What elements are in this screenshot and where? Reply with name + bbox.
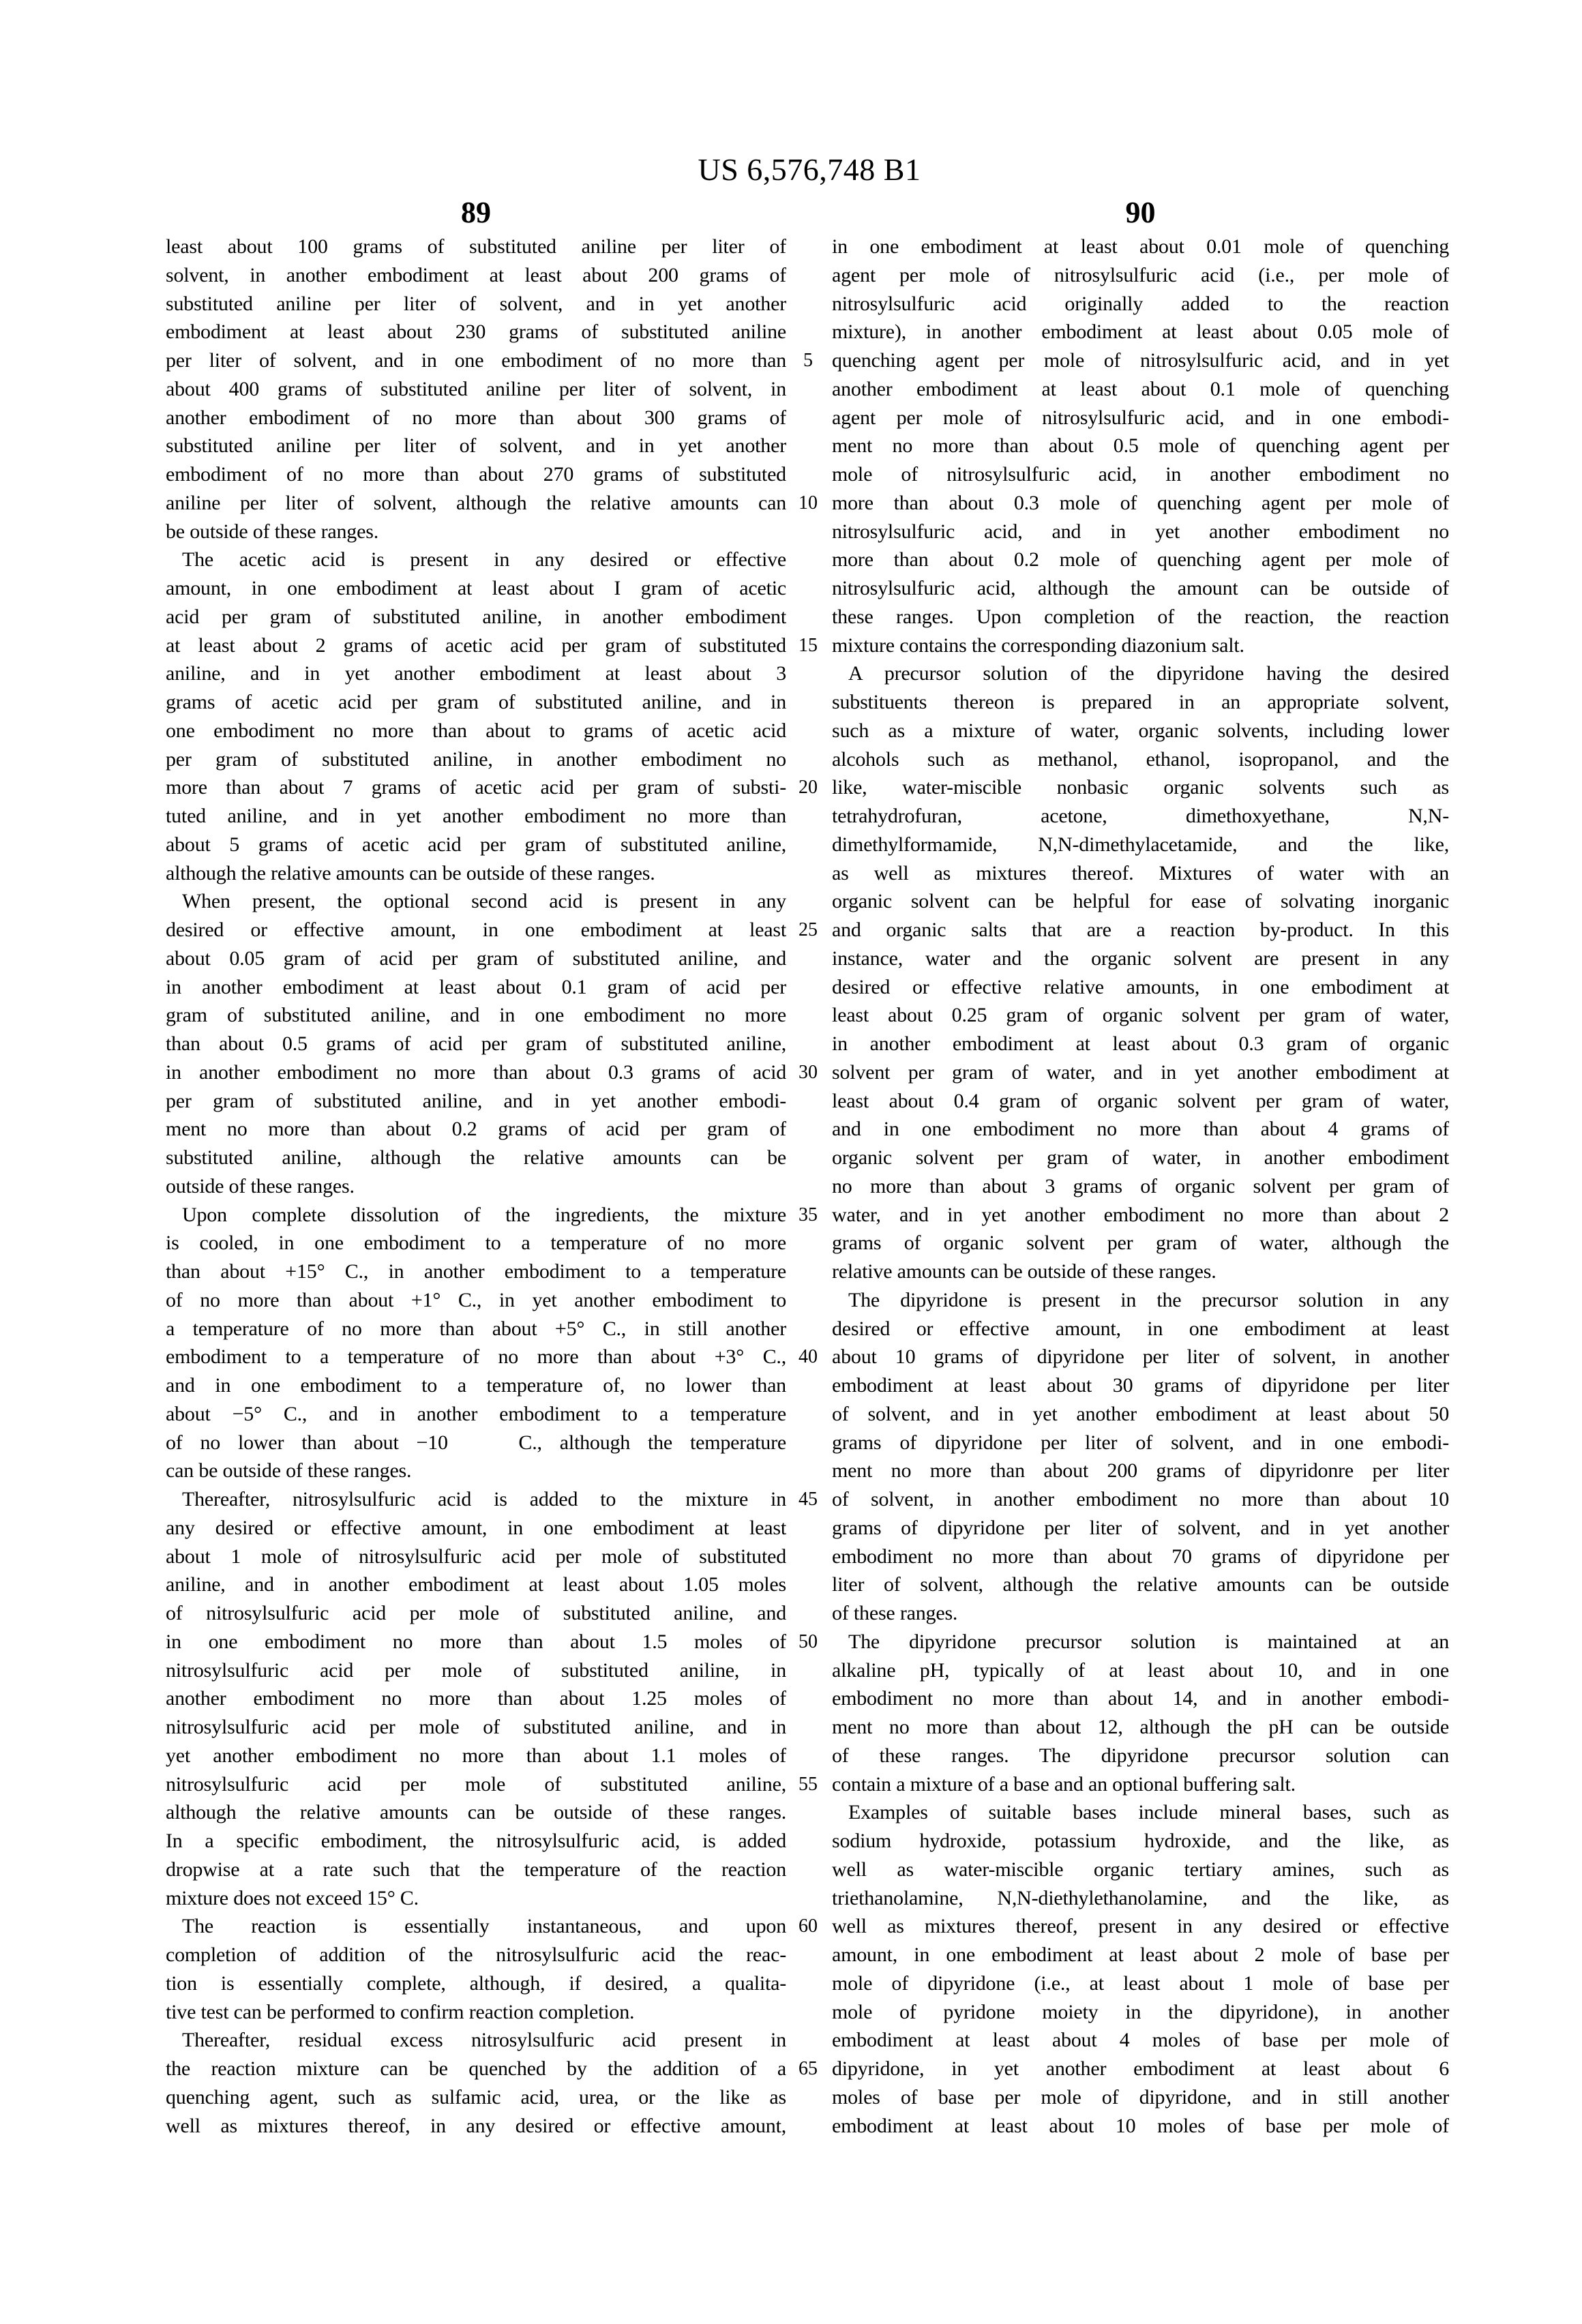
text-line: ment no more than about 0.2 grams of acid per gram of: [166, 1118, 786, 1141]
text-line: any desired or effective amount, in one embodiment at least: [166, 1516, 786, 1539]
text-line: alcohols such as methanol, ethanol, isopropanol, and the: [832, 747, 1449, 771]
text-line: grams of acetic acid per gram of substituted aniline, and in: [166, 691, 786, 713]
text-line: can be outside of these ranges.: [166, 1459, 412, 1483]
text-line: nitrosylsulfuric acid per mole of substituted aniline, in: [166, 1658, 786, 1682]
text-line: water, and in yet another embodiment no more than about 2: [832, 1203, 1449, 1226]
text-line: about 0.05 gram of acid per gram of substituted aniline, and: [166, 947, 786, 970]
text-line: and organic salts that are a reaction by-product. In this: [832, 919, 1449, 941]
text-line: Thereafter, nitrosylsulfuric acid is added to the mixture in: [182, 1488, 786, 1510]
text-line: amount, in one embodiment at least about 2 mole of base per: [832, 1943, 1449, 1966]
text-line: of nitrosylsulfuric acid per mole of substituted aniline, and: [166, 1602, 786, 1624]
text-line: nitrosylsulfuric acid per mole of substituted aniline, and in: [166, 1716, 786, 1738]
text-line: least about 0.25 gram of organic solvent per gram of water,: [832, 1004, 1449, 1027]
gutter-line-numbers: [788, 233, 828, 2142]
text-line: and in one embodiment to a temperature of, no lower than: [166, 1374, 786, 1397]
text-line: well as water-miscible organic tertiary amines, such as: [832, 1858, 1449, 1881]
text-line: about 1 mole of nitrosylsulfuric acid per mole of substituted: [166, 1545, 786, 1568]
text-line: no more than about 3 grams of organic solvent per gram of: [832, 1174, 1449, 1197]
text-line: in another embodiment at least about 0.1 gram of acid per: [166, 975, 786, 998]
text-line: as well as mixtures thereof. Mixtures of water with an: [832, 861, 1449, 884]
text-line: about 400 grams of substituted aniline per liter of solvent, in: [166, 377, 786, 400]
gutter-line-number: 55: [799, 1773, 818, 1795]
text-line: tion is essentially complete, although, if desired, a qualita-: [166, 1971, 786, 1995]
text-line: of no more than about +1° C., in yet another embodiment to: [166, 1288, 786, 1311]
text-line: of no lower than about −10 C., although the temperature: [166, 1431, 786, 1454]
text-line: tive test can be performed to confirm reaction completion.: [166, 2000, 635, 2023]
text-line: well as mixtures thereof, in any desired or effective amount,: [166, 2114, 786, 2137]
text-line: A precursor solution of the dipyridone having the desired: [848, 662, 1449, 685]
text-line: moles of base per mole of dipyridone, and in still another: [832, 2085, 1449, 2109]
text-line: quenching agent per mole of nitrosylsulfuric acid, and in yet: [832, 349, 1449, 372]
text-line: nitrosylsulfuric acid, although the amount can be outside of: [832, 577, 1449, 599]
right-column-page-number: 90: [1125, 196, 1156, 229]
text-line: one embodiment no more than about to grams of acetic acid: [166, 719, 786, 742]
text-line: per gram of substituted aniline, in another embodiment no: [166, 747, 786, 771]
gutter-line-number: 10: [799, 492, 818, 513]
text-line: these ranges. Upon completion of the reaction, the reaction: [832, 605, 1449, 628]
text-line: more than about 7 grams of acetic acid per gram of substi-: [166, 776, 786, 799]
text-line: another embodiment at least about 0.1 mole of quenching: [832, 377, 1449, 400]
text-line: ment no more than about 200 grams of dipyridonre per liter: [832, 1459, 1449, 1483]
gutter-line-number: 20: [799, 777, 818, 799]
text-line: least about 0.4 gram of organic solvent per gram of water,: [832, 1089, 1449, 1112]
text-line: nitrosylsulfuric acid per mole of substituted aniline,: [166, 1772, 786, 1796]
text-line: like, water-miscible nonbasic organic solvents such as: [832, 776, 1449, 799]
text-line: mole of nitrosylsulfuric acid, in another embodiment no: [832, 463, 1449, 486]
text-line: embodiment at least about 4 moles of base per mole of: [832, 2029, 1449, 2052]
gutter-line-number: 30: [799, 1061, 818, 1083]
text-line: a temperature of no more than about +5° C., in still another: [166, 1317, 786, 1340]
text-line: desired or effective relative amounts, in one embodiment at: [832, 975, 1449, 998]
text-line: substituents thereon is prepared in an appropriate solvent,: [832, 691, 1449, 713]
text-line: of solvent, and in yet another embodiment at least about 50: [832, 1402, 1449, 1425]
gutter-line-number: 25: [799, 919, 818, 940]
text-line: In a specific embodiment, the nitrosylsulfuric acid, is added: [166, 1830, 786, 1852]
text-line: in one embodiment no more than about 1.5 moles of: [166, 1630, 786, 1653]
text-line: When present, the optional second acid is present in any: [182, 890, 786, 913]
text-line: about 10 grams of dipyridone per liter of solvent, in another: [832, 1345, 1449, 1369]
text-line: aniline, and in another embodiment at least about 1.05 moles: [166, 1573, 786, 1596]
text-line: although the relative amounts can be outside of these ranges.: [166, 861, 655, 884]
text-line: ment no more than about 0.5 mole of quenching agent per: [832, 434, 1449, 458]
left-column-page-number: 89: [461, 196, 491, 229]
text-line: solvent per gram of water, and in yet another embodiment at: [832, 1060, 1449, 1084]
text-line: Thereafter, residual excess nitrosylsulfuric acid present in: [182, 2029, 786, 2052]
text-line: and in one embodiment no more than about 4 grams of: [832, 1118, 1449, 1141]
gutter-line-number: 60: [799, 1916, 818, 1937]
left-text-column: [166, 233, 786, 2140]
text-line: dipyridone, in yet another embodiment at least about 6: [832, 2057, 1449, 2080]
text-line: liter of solvent, although the relative amounts can be outside: [832, 1573, 1449, 1596]
gutter-line-number: 5: [803, 350, 813, 371]
text-line: alkaline pH, typically of at least about 10, and in one: [832, 1658, 1449, 1682]
text-line: the reaction mixture can be quenched by the addition of a: [166, 2057, 786, 2080]
text-line: dropwise at a rate such that the temperature of the reaction: [166, 1858, 786, 1881]
text-line: completion of addition of the nitrosylsulfuric acid the reac-: [166, 1943, 786, 1966]
text-line: Examples of suitable bases include mineral bases, such as: [848, 1801, 1449, 1824]
text-line: well as mixtures thereof, present in any desired or effective: [832, 1915, 1449, 1938]
text-line: nitrosylsulfuric acid, and in yet another embodiment no: [832, 520, 1449, 543]
text-line: The dipyridone precursor solution is maintained at an: [848, 1630, 1449, 1653]
text-line: aniline per liter of solvent, although the relative amounts can: [166, 491, 786, 514]
text-line: substituted aniline, although the relative amounts can be: [166, 1146, 786, 1169]
text-line: organic solvent per gram of water, in another embodiment: [832, 1146, 1449, 1169]
text-line: Upon complete dissolution of the ingredients, the mixture: [182, 1203, 786, 1226]
text-line: substituted aniline per liter of solvent, and in yet another: [166, 292, 786, 315]
text-line: organic solvent can be helpful for ease of solvating inorganic: [832, 890, 1449, 913]
gutter-line-number: 65: [799, 2058, 818, 2079]
text-line: in another embodiment at least about 0.3 gram of organic: [832, 1032, 1449, 1055]
text-line: relative amounts can be outside of these ranges.: [832, 1260, 1217, 1283]
text-line: than about 0.5 grams of acid per gram of substituted aniline,: [166, 1032, 786, 1055]
text-line: agent per mole of nitrosylsulfuric acid (i.e., per mole of: [832, 263, 1449, 286]
text-line: embodiment to a temperature of no more than about +3° C.,: [166, 1345, 786, 1369]
text-line: embodiment no more than about 70 grams of dipyridone per: [832, 1545, 1449, 1568]
text-line: agent per mole of nitrosylsulfuric acid, and in one embodi-: [832, 406, 1449, 429]
text-line: embodiment of no more than about 270 grams of substituted: [166, 463, 786, 486]
text-line: mixture contains the corresponding diazonium salt.: [832, 634, 1244, 657]
text-line: aniline, and in yet another embodiment at least about 3: [166, 662, 786, 685]
patent-number-header: US 6,576,748 B1: [698, 152, 921, 187]
text-line: about −5° C., and in another embodiment to a temperature: [166, 1402, 786, 1425]
text-line: ment no more than about 12, although the pH can be outside: [832, 1716, 1449, 1738]
text-line: nitrosylsulfuric acid originally added to the reaction: [832, 292, 1449, 315]
text-line: tetrahydrofuran, acetone, dimethoxyethane, N,N-: [832, 805, 1449, 827]
text-line: sodium hydroxide, potassium hydroxide, and the like, as: [832, 1830, 1449, 1852]
text-line: quenching agent, such as sulfamic acid, urea, or the like as: [166, 2085, 786, 2109]
text-line: desired or effective amount, in one embodiment at least: [166, 919, 786, 941]
text-line: than about +15° C., in another embodiment to a temperature: [166, 1260, 786, 1283]
text-line: embodiment at least about 30 grams of dipyridone per liter: [832, 1374, 1449, 1397]
gutter-line-number: 40: [799, 1346, 818, 1368]
gutter-line-number: 45: [799, 1489, 818, 1510]
text-line: substituted aniline per liter of solvent, and in yet another: [166, 434, 786, 458]
gutter-line-number: 35: [799, 1204, 818, 1225]
text-line: solvent, in another embodiment at least about 200 grams of: [166, 263, 786, 286]
text-line: of these ranges.: [832, 1602, 958, 1624]
text-line: in another embodiment no more than about 0.3 grams of acid: [166, 1060, 786, 1084]
text-line: mixture does not exceed 15° C.: [166, 1886, 419, 1909]
text-line: another embodiment no more than about 1.25 moles of: [166, 1687, 786, 1710]
text-line: although the relative amounts can be outside of these ranges.: [166, 1801, 786, 1824]
text-line: per gram of substituted aniline, and in yet another embodi-: [166, 1089, 786, 1112]
text-line: such as a mixture of water, organic solvents, including lower: [832, 719, 1449, 742]
text-line: about 5 grams of acetic acid per gram of substituted aniline,: [166, 833, 786, 856]
text-line: mole of dipyridone (i.e., at least about 1 mole of base per: [832, 1971, 1449, 1995]
text-line: desired or effective amount, in one embodiment at least: [832, 1317, 1449, 1340]
text-line: least about 100 grams of substituted aniline per liter of: [166, 235, 786, 258]
text-line: embodiment at least about 10 moles of base per mole of: [832, 2114, 1449, 2137]
text-line: tuted aniline, and in yet another embodiment no more than: [166, 805, 786, 827]
text-line: of solvent, in another embodiment no more than about 10: [832, 1488, 1449, 1510]
text-line: of these ranges. The dipyridone precursor solution can: [832, 1744, 1449, 1767]
gutter-line-number: 15: [799, 634, 818, 656]
text-line: instance, water and the organic solvent are present in any: [832, 947, 1449, 970]
text-line: dimethylformamide, N,N-dimethylacetamide, and the like,: [832, 833, 1449, 856]
text-line: The reaction is essentially instantaneous, and upon: [182, 1915, 786, 1938]
text-line: more than about 0.3 mole of quenching agent per mole of: [832, 491, 1449, 514]
text-line: embodiment at least about 230 grams of substituted aniline: [166, 321, 786, 344]
text-line: contain a mixture of a base and an optional buffering salt.: [832, 1772, 1296, 1796]
text-line: yet another embodiment no more than about 1.1 moles of: [166, 1744, 786, 1767]
text-line: gram of substituted aniline, and in one embodiment no more: [166, 1004, 786, 1027]
text-line: grams of organic solvent per gram of water, although the: [832, 1232, 1449, 1255]
text-line: grams of dipyridone per liter of solvent, and in yet another: [832, 1516, 1449, 1539]
text-line: The acetic acid is present in any desired or effective: [182, 548, 786, 571]
text-line: acid per gram of substituted aniline, in another embodiment: [166, 605, 786, 628]
text-line: amount, in one embodiment at least about I gram of acetic: [166, 577, 786, 599]
text-line: be outside of these ranges.: [166, 520, 379, 543]
text-line: is cooled, in one embodiment to a temperature of no more: [166, 1232, 786, 1255]
right-text-column: [832, 233, 1449, 2140]
text-line: at least about 2 grams of acetic acid per gram of substituted: [166, 634, 786, 657]
text-line: another embodiment of no more than about 300 grams of: [166, 406, 786, 429]
text-line: triethanolamine, N,N-diethylethanolamine, and the like, as: [832, 1886, 1449, 1909]
text-line: per liter of solvent, and in one embodiment of no more than: [166, 349, 786, 372]
text-line: mole of pyridone moiety in the dipyridone), in another: [832, 2000, 1449, 2023]
text-line: mixture), in another embodiment at least about 0.05 mole of: [832, 321, 1449, 344]
text-line: more than about 0.2 mole of quenching agent per mole of: [832, 548, 1449, 571]
text-line: embodiment no more than about 14, and in another embodi-: [832, 1687, 1449, 1710]
text-line: grams of dipyridone per liter of solvent, and in one embodi-: [832, 1431, 1449, 1454]
text-line: outside of these ranges.: [166, 1174, 355, 1197]
text-line: The dipyridone is present in the precursor solution in any: [848, 1288, 1449, 1311]
text-line: in one embodiment at least about 0.01 mole of quenching: [832, 235, 1449, 258]
gutter-line-number: 50: [799, 1630, 818, 1652]
